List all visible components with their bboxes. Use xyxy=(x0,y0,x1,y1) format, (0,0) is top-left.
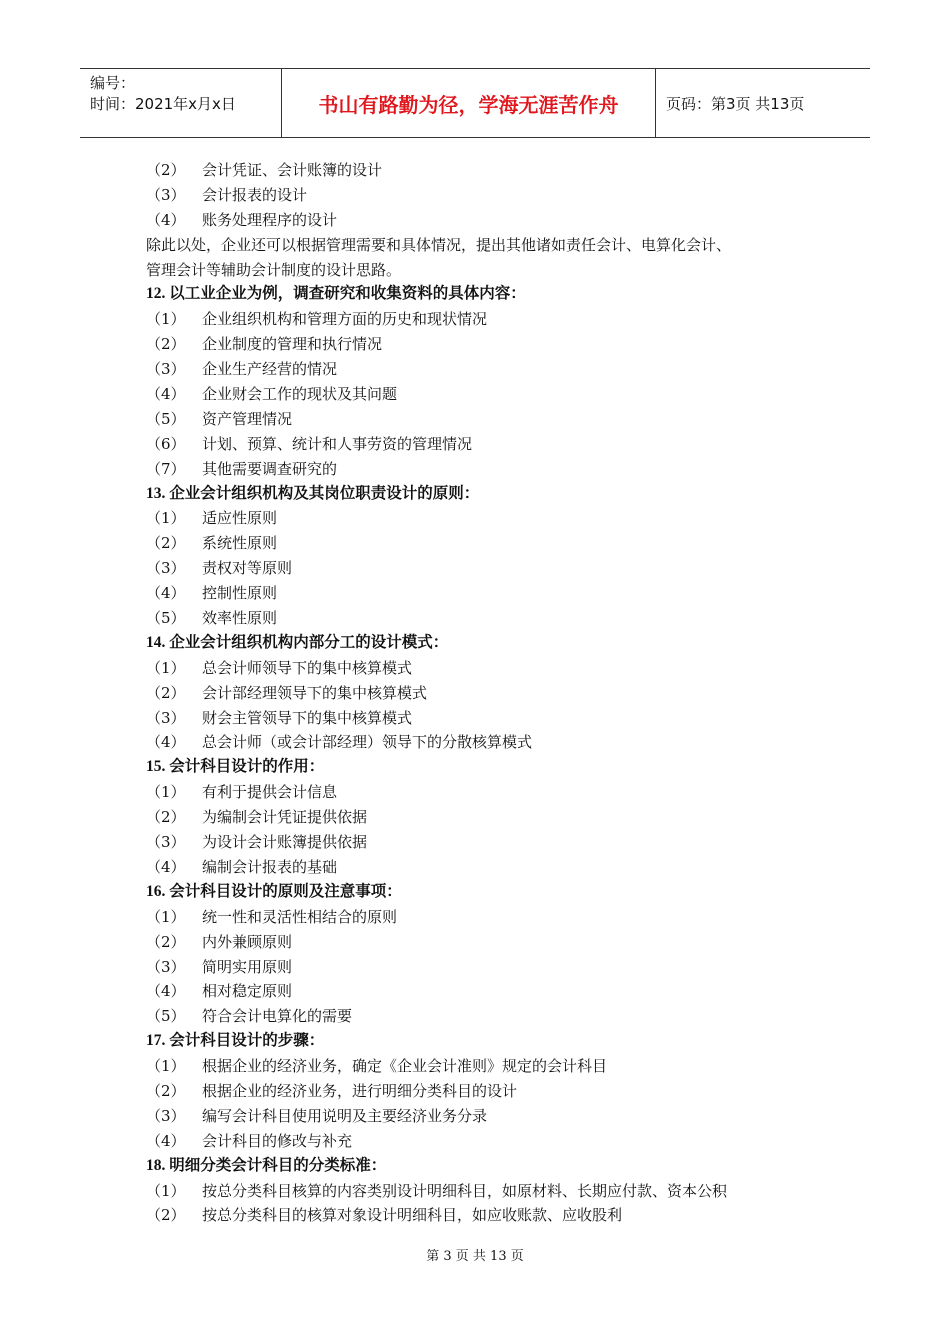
list-item-number: （2） xyxy=(146,808,186,827)
list-item-text: 计划、预算、统计和人事劳资的管理情况 xyxy=(202,434,473,453)
list-item-number: （3） xyxy=(146,833,186,852)
list-item xyxy=(146,531,826,556)
list-item-number: （1） xyxy=(146,1057,186,1076)
list-item-text: 企业财会工作的现状及其问题 xyxy=(202,385,398,404)
list-item-text: 根据企业的经济业务，确定《企业会计准则》规定的会计科目 xyxy=(202,1057,608,1076)
list-item-number: （6） xyxy=(146,434,186,453)
list-item-number: （1） xyxy=(146,310,186,329)
list-item xyxy=(146,955,826,980)
list-item-number: （4） xyxy=(146,733,186,752)
list-item-number: （4） xyxy=(146,210,186,229)
list-item xyxy=(146,208,826,233)
list-item xyxy=(146,930,826,955)
list-item-text: 系统性原则 xyxy=(202,534,278,553)
list-item-text: 账务处理程序的设计 xyxy=(202,210,338,229)
list-item xyxy=(146,357,826,382)
page-footer: 第 3 页 共 13 页 xyxy=(426,1249,524,1264)
header-motto: 书山有路勤为径，学海无涯苦作舟 xyxy=(282,69,656,137)
list-item xyxy=(146,457,826,482)
header-meta xyxy=(80,69,282,137)
list-item-text: 其他需要调查研究的 xyxy=(202,459,338,478)
list-item xyxy=(146,407,826,432)
list-item-text: 总会计师领导下的集中核算模式 xyxy=(202,658,413,677)
list-item-number: （1） xyxy=(146,658,186,677)
list-item xyxy=(146,1129,826,1154)
list-item-text: 责权对等原则 xyxy=(202,559,293,578)
list-item-text: 财会主管领导下的集中核算模式 xyxy=(202,708,413,727)
list-item-number: （3） xyxy=(146,559,186,578)
section-heading: 17. 会计科目设计的步骤： xyxy=(146,1032,325,1050)
list-item-number: （7） xyxy=(146,459,186,478)
list-item-number: （5） xyxy=(146,409,186,428)
paragraph-line: 除此以处，企业还可以根据管理需要和具体情况，提出其他诸如责任会计、电算化会计、 xyxy=(146,235,732,254)
section-heading: 15. 会计科目设计的作用： xyxy=(146,758,325,776)
list-item-number: （4） xyxy=(146,857,186,876)
list-item xyxy=(146,581,826,606)
list-item xyxy=(146,506,826,531)
list-item-text: 企业制度的管理和执行情况 xyxy=(202,335,383,354)
section-heading: 12. 以工业企业为例，调查研究和收集资料的具体内容： xyxy=(146,285,526,303)
list-item-text: 统一性和灵活性相结合的原则 xyxy=(202,907,398,926)
list-item-number: （4） xyxy=(146,1131,186,1150)
list-item xyxy=(146,905,826,930)
list-item xyxy=(146,1079,826,1104)
list-item xyxy=(146,1179,826,1204)
list-item-number: （3） xyxy=(146,360,186,379)
list-item-number: （3） xyxy=(146,1106,186,1125)
list-item-number: （2） xyxy=(146,932,186,951)
list-item xyxy=(146,830,826,855)
list-item-text: 控制性原则 xyxy=(202,584,278,603)
list-item-text: 为编制会计凭证提供依据 xyxy=(202,808,368,827)
section-heading: 14. 企业会计组织机构内部分工的设计模式： xyxy=(146,633,449,651)
list-item xyxy=(146,556,826,581)
list-item-text: 企业生产经营的情况 xyxy=(202,360,338,379)
section-heading: 16. 会计科目设计的原则及注意事项： xyxy=(146,882,402,900)
list-item-text: 有利于提供会计信息 xyxy=(202,783,338,802)
list-item-text: 效率性原则 xyxy=(202,609,278,628)
list-item-number: （1） xyxy=(146,509,186,528)
list-item-number: （5） xyxy=(146,1007,186,1026)
list-item-number: （4） xyxy=(146,584,186,603)
list-item-text: 相对稳定原则 xyxy=(202,982,293,1001)
list-item-text: 会计报表的设计 xyxy=(202,185,308,204)
list-item-text: 会计凭证、会计账簿的设计 xyxy=(202,161,383,179)
section-heading: 18. 明细分类会计科目的分类标准： xyxy=(146,1156,387,1174)
list-item-text: 编制会计报表的基础 xyxy=(202,857,338,876)
list-item-text: 总会计师（或会计部经理）领导下的分散核算模式 xyxy=(202,733,533,752)
list-item-text: 会计科目的修改与补充 xyxy=(202,1131,353,1150)
list-item xyxy=(146,979,826,1004)
list-item-number: （4） xyxy=(146,982,186,1001)
document-time: 时间：2021年x月x日 xyxy=(90,95,236,113)
list-item xyxy=(146,307,826,332)
list-item-number: （2） xyxy=(146,683,186,702)
list-item xyxy=(146,780,826,805)
list-item xyxy=(146,382,826,407)
list-item-text: 编写会计科目使用说明及主要经济业务分录 xyxy=(202,1106,488,1125)
list-item xyxy=(146,158,826,183)
list-item xyxy=(146,332,826,357)
list-item-text: 符合会计电算化的需要 xyxy=(202,1007,353,1026)
list-item-text: 按总分类科目核算的内容类别设计明细科目，如原材料、长期应付款、资本公积 xyxy=(202,1181,728,1200)
section-heading: 13. 企业会计组织机构及其岗位职责设计的原则： xyxy=(146,484,480,502)
document-number-label: 编号： xyxy=(90,74,136,92)
list-item-number: （1） xyxy=(146,783,186,802)
list-item-text: 会计部经理领导下的集中核算模式 xyxy=(202,683,428,702)
page-header xyxy=(80,68,870,138)
list-item-number: （3） xyxy=(146,185,186,204)
paragraph-line: 管理会计等辅助会计制度的设计思路。 xyxy=(146,260,402,279)
list-item-number: （4） xyxy=(146,385,186,404)
list-item-number: （2） xyxy=(146,161,186,179)
list-item xyxy=(146,1054,826,1079)
list-item-number: （2） xyxy=(146,1206,186,1225)
list-item-text: 为设计会计账簿提供依据 xyxy=(202,833,368,852)
list-item-number: （3） xyxy=(146,957,186,976)
list-item xyxy=(146,706,826,731)
header-page-info: 页码：第3页 共13页 xyxy=(666,94,805,113)
list-item-text: 按总分类科目的核算对象设计明细科目，如应收账款、应收股利 xyxy=(202,1206,623,1225)
list-item-number: （1） xyxy=(146,1181,186,1200)
list-item xyxy=(146,1004,826,1029)
list-item xyxy=(146,681,826,706)
list-item xyxy=(146,432,826,457)
list-item-number: （3） xyxy=(146,708,186,727)
list-item-number: （1） xyxy=(146,907,186,926)
list-item-text: 企业组织机构和管理方面的历史和现状情况 xyxy=(202,310,488,329)
list-item-text: 内外兼顾原则 xyxy=(202,932,293,951)
list-item xyxy=(146,656,826,681)
list-item-text: 根据企业的经济业务，进行明细分类科目的设计 xyxy=(202,1081,518,1100)
list-item-number: （2） xyxy=(146,1081,186,1100)
list-item xyxy=(146,855,826,880)
list-item-number: （5） xyxy=(146,609,186,628)
list-item xyxy=(146,1203,826,1228)
list-item-number: （2） xyxy=(146,335,186,354)
list-item-text: 资产管理情况 xyxy=(202,409,293,428)
list-item xyxy=(146,730,826,755)
document-body xyxy=(146,158,826,1228)
list-item-number: （2） xyxy=(146,534,186,553)
list-item-text: 简明实用原则 xyxy=(202,957,293,976)
list-item xyxy=(146,183,826,208)
list-item xyxy=(146,805,826,830)
list-item-text: 适应性原则 xyxy=(202,509,278,528)
list-item xyxy=(146,1104,826,1129)
list-item xyxy=(146,606,826,631)
